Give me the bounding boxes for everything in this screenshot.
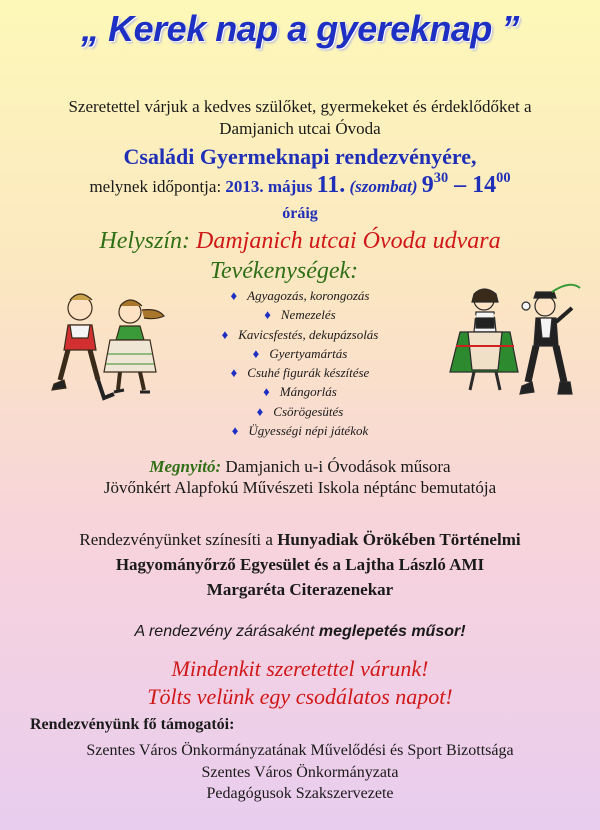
activity-item: [180, 421, 420, 440]
folk-dancers-illustration: [440, 282, 590, 407]
diamond-bullet-icon: ♦: [252, 345, 260, 361]
activity-item: [180, 402, 420, 421]
time-prefix: melynek időpontja:: [89, 177, 222, 196]
sponsor-item: Pedagógusok Szakszervezete: [206, 785, 394, 802]
sponsors-heading: Rendezvényünk fő támogatói:: [30, 716, 235, 733]
diamond-bullet-icon: ♦: [256, 403, 264, 419]
page-title: „ Kerek nap a gyereknap ”: [81, 8, 519, 49]
event-hours: $9^{30} - 14^{00}$: [421, 170, 511, 198]
welcome-line-2: Tölts velünk egy csodálatos napot!: [147, 684, 453, 709]
program-line-1: Rendezvényünket színesíti a Hunyadiak Örökében Történelmi: [79, 530, 521, 549]
diamond-bullet-icon: ♦: [230, 365, 238, 381]
diamond-bullet-icon: ♦: [221, 326, 229, 342]
activity-label: Kavicsfestés, dekupázsolás: [238, 326, 379, 342]
opening-line-2: Jövőnkért Alapfokú Művészeti Iskola néptánc bemutatója: [103, 478, 497, 497]
opening-label: Megnyitó:: [149, 457, 222, 476]
diamond-bullet-icon: ♦: [231, 423, 239, 439]
diamond-bullet-icon: ♦: [263, 384, 270, 400]
activity-item: [180, 363, 420, 382]
activity-label: Csörögesütés: [273, 403, 344, 419]
activities-heading: Tevékenységek:: [209, 258, 359, 284]
program-line-2: Hagyományőrző Egyesület és a Lajtha László AMI: [115, 555, 485, 574]
venue-value: Damjanich utcai Óvoda udvara: [196, 228, 501, 254]
sponsor-item: Szentes Város Önkormányzata: [201, 763, 399, 781]
program-line-3: Margaréta Citerazenekar: [206, 580, 394, 599]
diamond-bullet-icon: ♦: [264, 307, 271, 323]
event-until: óráig: [282, 205, 318, 222]
venue-label: Helyszín:: [99, 228, 191, 254]
activity-label: Agyagozás, korongozás: [247, 288, 370, 303]
event-date: 2013. május 11.: [225, 172, 346, 198]
event-weekday: (szombat): [349, 177, 418, 196]
activity-label: Ügyességi népi játékok: [248, 423, 369, 439]
sponsors-list: [0, 740, 600, 805]
activity-label: Gyertyamártás: [269, 345, 348, 361]
activities-list: [180, 286, 420, 440]
diamond-bullet-icon: ♦: [230, 288, 238, 303]
intro-line-1: Szeretettel várjuk a kedves szülőket, gyermekeket és érdeklődőket a: [68, 97, 532, 116]
sponsor-item: Szentes Város Önkormányzatának Művelődési és Sport Bizottsága: [86, 742, 514, 759]
event-name: Családi Gyermeknapi rendezvényére,: [123, 144, 477, 169]
activity-item: [180, 305, 420, 324]
intro-line-2: Damjanich utcai Óvoda: [219, 119, 381, 138]
activity-item: [180, 325, 420, 344]
opening-text: Damjanich u-i Óvodások műsora: [225, 457, 451, 476]
activity-item: [180, 382, 420, 401]
activity-label: Nemezelés: [280, 307, 336, 323]
activity-label: Mángorlás: [279, 384, 337, 400]
venue: [0, 228, 600, 255]
welcome-line-1: Mindenkit szeretettel várunk!: [171, 656, 429, 681]
activity-item: [180, 344, 420, 363]
activity-item: [180, 286, 420, 305]
event-time: [0, 172, 600, 199]
closing-note: A rendezvény zárásaként meglepetés műsor!: [134, 623, 466, 640]
dancing-children-illustration: [40, 280, 175, 405]
opening-line-1: [0, 456, 600, 478]
activity-label: Csuhé figurák készítése: [247, 365, 370, 381]
